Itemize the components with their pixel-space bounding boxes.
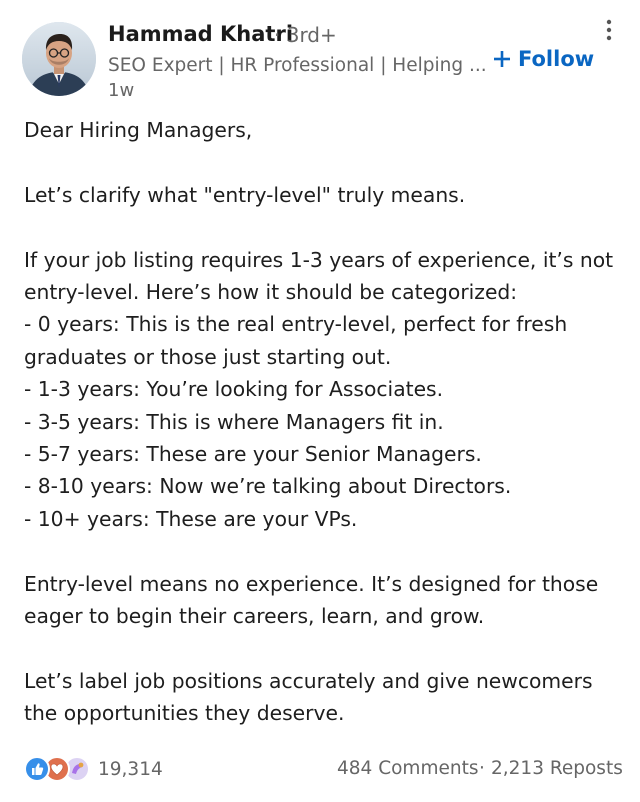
like-icon (24, 756, 50, 782)
post-line: - 10+ years: These are your VPs. (24, 506, 358, 531)
post-line: Let’s label job positions accurately and give newcomers (24, 668, 593, 693)
blank-line (24, 211, 624, 243)
post-line: the opportunities they deserve. (24, 701, 345, 726)
avatar-photo (22, 22, 96, 96)
post-line: Let’s clarify what "entry-level" truly means. (24, 182, 466, 207)
follow-button[interactable] (492, 44, 594, 74)
post-line: graduates or those just starting out. (24, 344, 392, 369)
author-avatar[interactable] (22, 22, 96, 96)
more-vertical-icon (602, 16, 616, 44)
connection-degree: · 3rd+ (274, 23, 337, 47)
post-line: Entry-level means no experience. It’s designed for those (24, 571, 599, 596)
post-line: - 8-10 years: Now we’re talking about Directors. (24, 474, 512, 499)
reactions-summary[interactable] (24, 756, 163, 782)
post-line: - 1-3 years: You’re looking for Associates. (24, 377, 444, 402)
comments-count-link[interactable]: 484 Comments (337, 758, 479, 779)
plus-icon (492, 49, 512, 69)
post-line: - 5-7 years: These are your Senior Managers. (24, 442, 482, 467)
author-name[interactable]: Hammad Khatri (108, 22, 294, 46)
author-headline[interactable]: SEO Expert | HR Professional | Helping ... (108, 55, 487, 76)
post-line: If your job listing requires 1-3 years of experience, it’s not (24, 247, 614, 272)
post-line: eager to begin their careers, learn, and grow. (24, 604, 485, 629)
more-options-button[interactable] (602, 16, 616, 44)
post-line: entry-level. Here’s how it should be categorized: (24, 280, 518, 304)
post-timestamp: 1w (108, 80, 135, 101)
post-text (24, 114, 624, 730)
stats-separator: · (479, 758, 485, 779)
reactions-count: 19,314 (98, 758, 163, 780)
post-line: Dear Hiring Managers, (24, 118, 253, 142)
follow-label: Follow (518, 47, 595, 71)
blank-line (24, 146, 624, 178)
blank-line (24, 632, 624, 664)
post-line: - 0 years: This is the real entry-level, perfect for fresh (24, 312, 568, 337)
blank-line (24, 535, 624, 567)
reposts-count-link[interactable]: 2,213 Reposts (491, 758, 623, 779)
post-line: - 3-5 years: This is where Managers fit in. (24, 409, 444, 434)
